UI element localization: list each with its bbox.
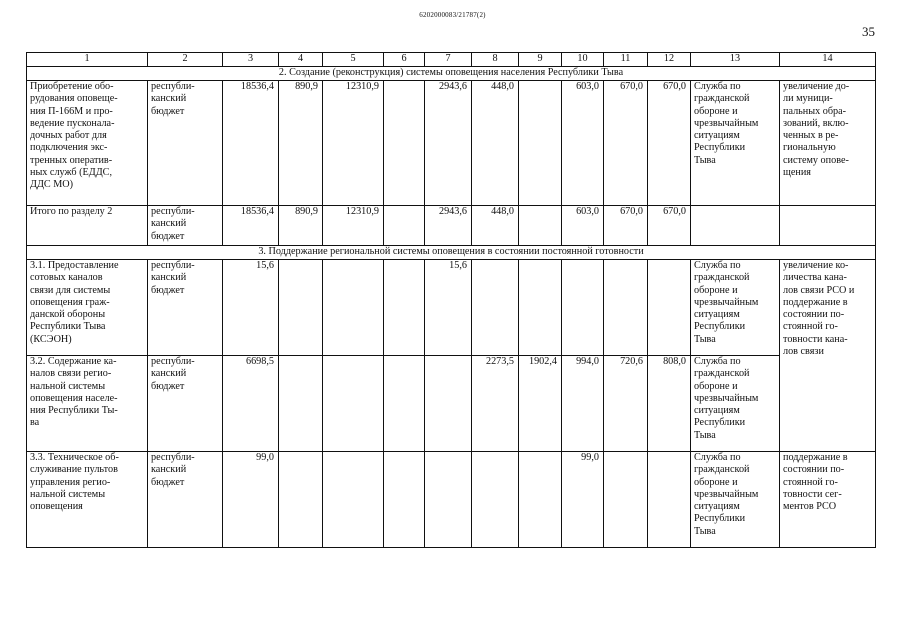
column-number: 5: [323, 53, 384, 67]
year-amount: [384, 356, 425, 452]
column-number-row: [27, 53, 876, 67]
year-amount: [648, 452, 691, 548]
year-amount: 808,0: [648, 356, 691, 452]
document-code: 6202000083/21787(2): [419, 11, 486, 19]
year-amount: 994,0: [562, 356, 604, 452]
responsible-executor: [691, 206, 780, 246]
year-amount: 1902,4: [519, 356, 562, 452]
total-amount: 18536,4: [223, 81, 279, 206]
column-number: 9: [519, 53, 562, 67]
expected-result: поддержание в состоянии по- стоянной го- товности сег- ментов РСО: [780, 452, 876, 548]
year-amount: [425, 452, 472, 548]
funding-source: республи- канский бюджет: [148, 206, 223, 246]
year-amount: [323, 260, 384, 356]
responsible-executor: Служба по гражданской обороне и чрезвычайным ситуациям Республики Тыва: [691, 356, 780, 452]
year-amount: [604, 452, 648, 548]
year-amount: 12310,9: [323, 81, 384, 206]
column-number: 12: [648, 53, 691, 67]
expected-result: [780, 206, 876, 246]
year-amount: [279, 356, 323, 452]
year-amount: 2273,5: [472, 356, 519, 452]
activity-name: Итого по разделу 2: [27, 206, 148, 246]
table-row: [27, 452, 876, 548]
year-amount: 15,6: [425, 260, 472, 356]
responsible-executor: Служба по гражданской обороне и чрезвычайным ситуациям Республики Тыва: [691, 260, 780, 356]
table-row: [27, 81, 876, 206]
funding-source: республи- канский бюджет: [148, 81, 223, 206]
year-amount: [562, 260, 604, 356]
expected-result: увеличение ко- личества кана- лов связи РСО и поддержание в состоянии по- стоянной го- товности кана- лов связи: [780, 260, 876, 452]
column-number: 6: [384, 53, 425, 67]
year-amount: 603,0: [562, 206, 604, 246]
year-amount: [323, 356, 384, 452]
column-number: 1: [27, 53, 148, 67]
year-amount: [472, 452, 519, 548]
column-number: 14: [780, 53, 876, 67]
responsible-executor: Служба по гражданской обороне и чрезвычайным ситуациям Республики Тыва: [691, 452, 780, 548]
year-amount: 670,0: [648, 206, 691, 246]
total-amount: 99,0: [223, 452, 279, 548]
total-amount: 15,6: [223, 260, 279, 356]
activity-name: 3.1. Предоставление сотовых каналов связи для системы оповещения граж- данской обороны Республики Тыва (КСЭОН): [27, 260, 148, 356]
column-number: 8: [472, 53, 519, 67]
page-number: 35: [862, 24, 875, 39]
year-amount: [425, 356, 472, 452]
total-amount: 18536,4: [223, 206, 279, 246]
year-amount: 448,0: [472, 81, 519, 206]
funding-source: республи- канский бюджет: [148, 260, 223, 356]
funding-source: республи- канский бюджет: [148, 452, 223, 548]
year-amount: 99,0: [562, 452, 604, 548]
year-amount: [519, 452, 562, 548]
responsible-executor: Служба по гражданской обороне и чрезвычайным ситуациям Республики Тыва: [691, 81, 780, 206]
activity-name: 3.2. Содержание ка- налов связи регио- нальной системы оповещения населе- ния Республики Ты- ва: [27, 356, 148, 452]
activity-name: Приобретение обо- рудования оповеще- ния П-166М и про- ведение пусконала- дочных работ для подключения экс- тренных оператив- ных служб (ЕДДС, ДДС МО): [27, 81, 148, 206]
column-number: 13: [691, 53, 780, 67]
column-number: 11: [604, 53, 648, 67]
year-amount: 670,0: [604, 81, 648, 206]
year-amount: [648, 260, 691, 356]
year-amount: [384, 452, 425, 548]
year-amount: 720,6: [604, 356, 648, 452]
table-row: [27, 356, 876, 452]
funding-source: республи- канский бюджет: [148, 356, 223, 452]
year-amount: [472, 260, 519, 356]
year-amount: [384, 260, 425, 356]
column-number: 4: [279, 53, 323, 67]
year-amount: 448,0: [472, 206, 519, 246]
program-table: [26, 52, 876, 548]
activity-name: 3.3. Техническое об- служивание пультов управления регио- нальной системы оповещения: [27, 452, 148, 548]
year-amount: [384, 206, 425, 246]
year-amount: 2943,6: [425, 81, 472, 206]
year-amount: [519, 81, 562, 206]
section-title: 2. Создание (реконструкция) системы оповещения населения Республики Тыва: [27, 67, 876, 81]
column-number: 2: [148, 53, 223, 67]
year-amount: 603,0: [562, 81, 604, 206]
column-number: 7: [425, 53, 472, 67]
table-row: [27, 260, 876, 356]
year-amount: 2943,6: [425, 206, 472, 246]
year-amount: 12310,9: [323, 206, 384, 246]
year-amount: [279, 260, 323, 356]
column-number: 10: [562, 53, 604, 67]
year-amount: 890,9: [279, 81, 323, 206]
total-amount: 6698,5: [223, 356, 279, 452]
year-amount: 670,0: [648, 81, 691, 206]
year-amount: 890,9: [279, 206, 323, 246]
year-amount: [519, 260, 562, 356]
year-amount: [604, 260, 648, 356]
column-number: 3: [223, 53, 279, 67]
expected-result: увеличение до- ли муници- пальных обра- зований, вклю- ченных в ре- гиональную систему опове- щения: [780, 81, 876, 206]
year-amount: 670,0: [604, 206, 648, 246]
year-amount: [519, 206, 562, 246]
section-3-header-row: [27, 246, 876, 260]
year-amount: [323, 452, 384, 548]
table-row: [27, 206, 876, 246]
section-2-header-row: [27, 67, 876, 81]
year-amount: [279, 452, 323, 548]
year-amount: [384, 81, 425, 206]
section-title: 3. Поддержание региональной системы оповещения в состоянии постоянной готовности: [27, 246, 876, 260]
